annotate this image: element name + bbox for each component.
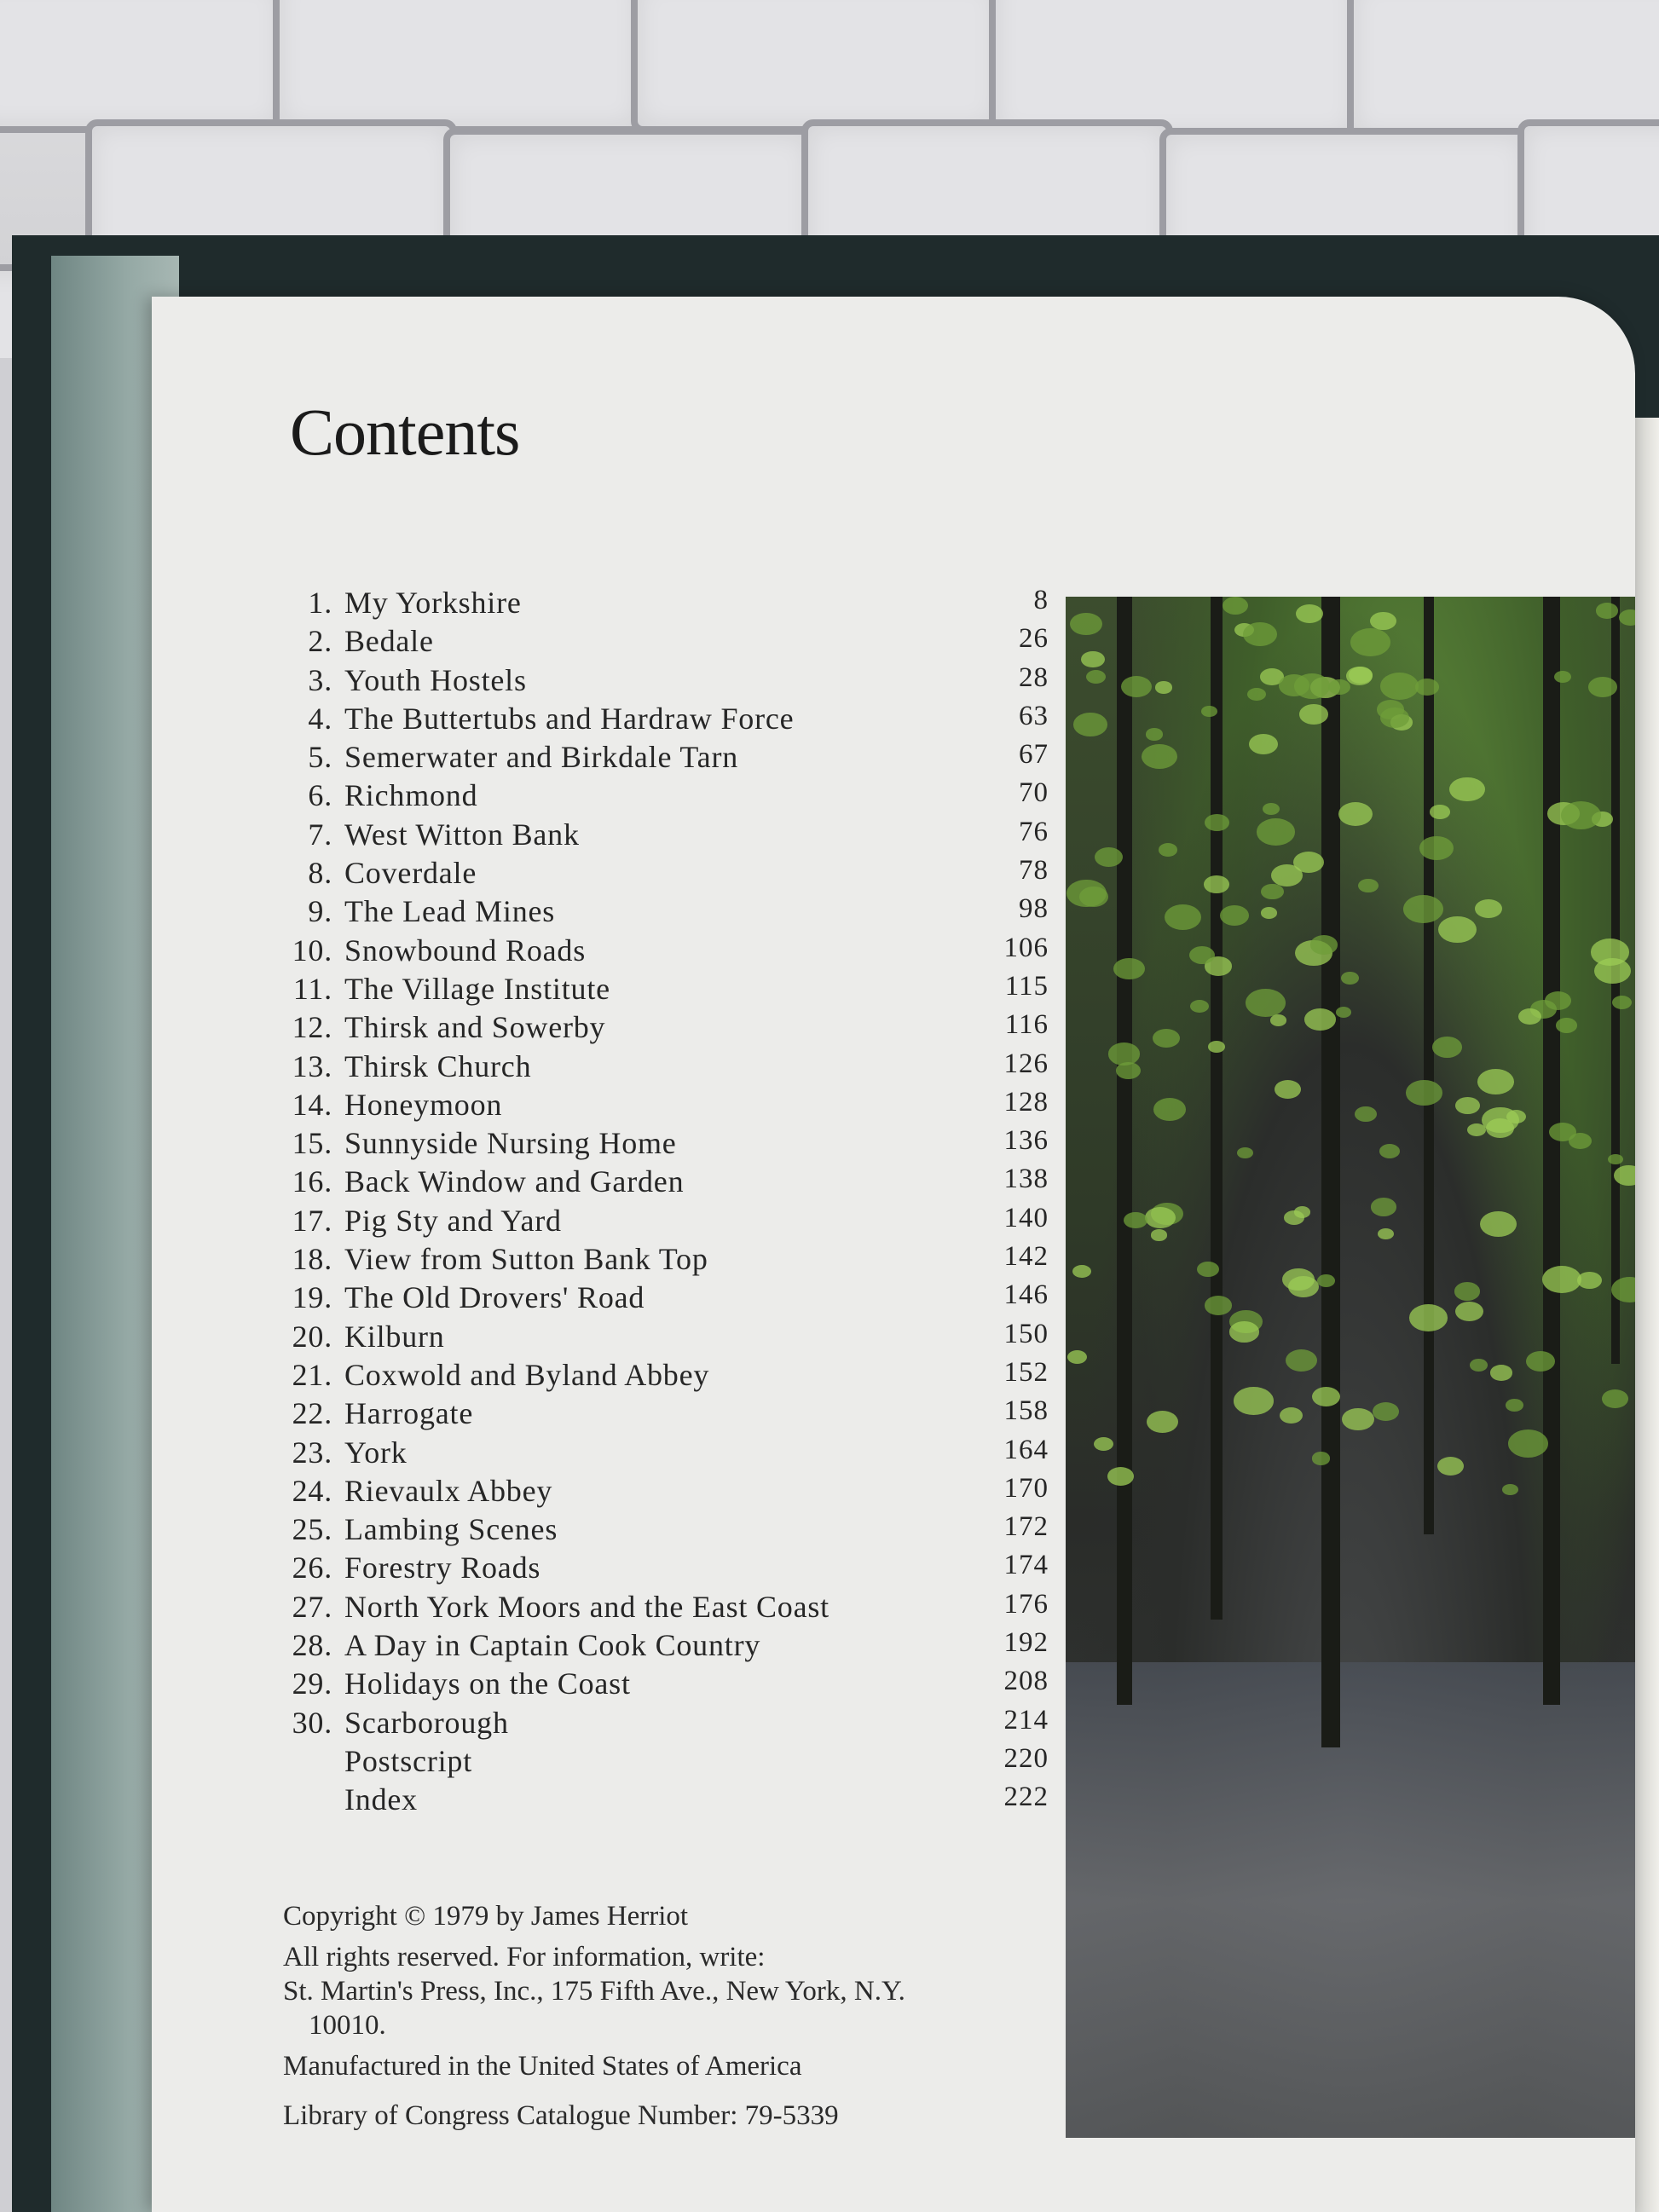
toc-entry-title: Kilburn: [344, 1319, 445, 1354]
toc-entry-number: 21.: [292, 1357, 332, 1392]
leaf: [1358, 879, 1379, 893]
toc-entry-page: 222: [1003, 1782, 1049, 1813]
leaf: [1432, 1037, 1463, 1058]
toc-entry-title: Thirsk and Sowerby: [344, 1010, 606, 1045]
toc-entry-title: Rievaulx Abbey: [344, 1473, 553, 1508]
toc-entry: [281, 1435, 1049, 1473]
toc-entry: [281, 739, 1049, 777]
leaf: [1280, 1407, 1303, 1424]
toc-entry: [281, 1048, 1049, 1087]
toc-entry: [281, 1395, 1049, 1434]
leaf: [1341, 972, 1359, 985]
page-edge: [1635, 418, 1659, 2212]
leaf: [1336, 1007, 1351, 1018]
toc-entry: [281, 893, 1049, 932]
leaf: [1271, 864, 1303, 887]
forest-stream-photo: [1066, 597, 1635, 2138]
leaf: [1554, 671, 1571, 683]
leaf: [1577, 1272, 1602, 1290]
leaf: [1619, 609, 1635, 626]
toc-entry: [281, 1627, 1049, 1666]
toc-entry-title: Snowbound Roads: [344, 933, 587, 967]
toc-entry-page: 115: [1004, 970, 1049, 1002]
leaf: [1419, 836, 1454, 860]
toc-entry: [281, 585, 1049, 623]
toc-entry-page: 136: [1003, 1125, 1049, 1157]
leaf: [1415, 679, 1439, 696]
tree-trunk: [1424, 597, 1434, 1534]
leaf: [1070, 613, 1102, 635]
leaf: [1542, 1266, 1581, 1293]
leaf: [1072, 1265, 1091, 1278]
leaf: [1480, 1211, 1517, 1237]
toc-entry-number: 20.: [292, 1319, 332, 1354]
copyright-block: [283, 1899, 1050, 2140]
leaf: [1121, 676, 1153, 698]
toc-entry-page: 176: [1003, 1588, 1049, 1620]
toc-entry-number: 4.: [308, 701, 332, 736]
leaf: [1189, 946, 1215, 964]
leaf: [1086, 670, 1106, 684]
leaf: [1249, 734, 1278, 754]
toc-entry: [281, 1319, 1049, 1357]
leaf: [1470, 1359, 1488, 1372]
toc-entry: [281, 1203, 1049, 1241]
leaf: [1502, 1484, 1518, 1496]
leaf: [1296, 604, 1323, 624]
toc-entry-title: Lambing Scenes: [344, 1512, 558, 1547]
leaf: [1406, 1080, 1442, 1106]
toc-entry-title: Thirsk Church: [344, 1048, 532, 1083]
leaf: [1275, 1080, 1301, 1099]
leaf: [1159, 843, 1177, 857]
toc-entry-page: 138: [1003, 1164, 1049, 1195]
leaf: [1145, 1207, 1176, 1228]
stream-water: [1066, 1662, 1635, 2138]
leaf: [1205, 1296, 1232, 1314]
toc-entry-page: 67: [1019, 739, 1049, 771]
toc-entry: [281, 777, 1049, 816]
leaf: [1437, 1457, 1464, 1476]
leaf: [1545, 991, 1571, 1010]
leaf: [1263, 803, 1280, 815]
leaf: [1257, 818, 1295, 845]
toc-entry-number: 19.: [292, 1280, 332, 1315]
leaf: [1477, 1069, 1514, 1094]
toc-entry-page: 26: [1019, 623, 1049, 655]
toc-entry-page: 164: [1003, 1434, 1049, 1465]
toc-entry-number: 2.: [308, 624, 332, 659]
leaf: [1475, 899, 1502, 918]
toc-entry-page: 106: [1003, 932, 1049, 963]
leaf: [1197, 1262, 1219, 1277]
toc-entry-page: 76: [1019, 816, 1049, 847]
toc-entry-page: 128: [1003, 1086, 1049, 1118]
toc-entry: [281, 1087, 1049, 1125]
leaf: [1201, 706, 1217, 717]
tree-trunk: [1211, 597, 1223, 1620]
toc-entry-page: 158: [1003, 1395, 1049, 1427]
leaf: [1588, 677, 1617, 697]
leaf: [1073, 713, 1107, 736]
leaf: [1190, 1000, 1209, 1013]
toc-entry-number: 1.: [308, 586, 332, 620]
leaf: [1081, 651, 1105, 668]
toc-entry-number: 8.: [308, 856, 332, 891]
leaf: [1153, 1029, 1180, 1048]
toc-entry-number: 13.: [292, 1048, 332, 1083]
toc-entry-number: 22.: [292, 1396, 332, 1431]
catalogue-number: Library of Congress Catalogue Number: 79-5339: [283, 2100, 839, 2131]
leaf: [1338, 802, 1373, 826]
toc-entry-number: 28.: [292, 1628, 332, 1663]
toc-entry-page: 214: [1003, 1704, 1049, 1736]
toc-entry-title: My Yorkshire: [344, 586, 522, 620]
toc-entry-title: York: [344, 1435, 408, 1470]
leaf: [1286, 1349, 1317, 1372]
toc-entry-title: Harrogate: [344, 1396, 474, 1431]
leaf: [1312, 1452, 1331, 1464]
toc-entry-title: The Buttertubs and Hardraw Force: [344, 701, 795, 736]
toc-entry-number: 10.: [292, 933, 332, 967]
toc-entry-number: 23.: [292, 1435, 332, 1470]
toc-entry-title: Index: [344, 1782, 418, 1817]
leaf: [1147, 1411, 1178, 1433]
leaf: [1304, 1008, 1335, 1031]
leaf: [1234, 1387, 1273, 1415]
tree-trunk: [1543, 597, 1560, 1705]
toc-entry: [281, 1589, 1049, 1627]
toc-entry: [281, 1473, 1049, 1511]
leaf: [1204, 875, 1229, 893]
leaf: [1438, 916, 1477, 943]
toc-entry-number: 26.: [292, 1551, 332, 1585]
toc-entry: [281, 1125, 1049, 1164]
toc-entry-title: Forestry Roads: [344, 1551, 541, 1585]
toc-entry-number: 5.: [308, 740, 332, 775]
leaf: [1151, 1229, 1167, 1240]
toc-entry-page: 8: [1033, 585, 1049, 615]
leaf: [1066, 880, 1106, 908]
leaf: [1247, 688, 1265, 701]
publisher-address: St. Martin's Press, Inc., 175 Fifth Ave., New York, N.Y.: [283, 1976, 905, 2007]
leaf: [1124, 1212, 1147, 1229]
toc-entry-number: 27.: [292, 1589, 332, 1624]
leaf: [1486, 1118, 1514, 1138]
leaf: [1371, 1198, 1397, 1216]
leaf: [1229, 1321, 1259, 1342]
toc-entry-title: A Day in Captain Cook Country: [344, 1628, 761, 1663]
leaf: [1370, 612, 1396, 631]
leaf: [1373, 1402, 1400, 1421]
leaf: [1602, 1389, 1629, 1408]
toc-entry-page: 220: [1003, 1742, 1049, 1774]
toc-entry-title: Holidays on the Coast: [344, 1666, 631, 1701]
toc-entry-title: Richmond: [344, 778, 478, 813]
toc-entry-page: 170: [1003, 1472, 1049, 1504]
toc-entry-number: 12.: [292, 1010, 332, 1045]
toc-entry-page: 152: [1003, 1356, 1049, 1388]
leaf: [1223, 597, 1248, 615]
leaf: [1355, 1106, 1376, 1122]
page-title: Contents: [290, 395, 520, 469]
leaf: [1556, 1018, 1577, 1033]
toc-entry-number: 17.: [292, 1203, 332, 1238]
toc-entry-number: 7.: [308, 817, 332, 852]
leaf: [1165, 904, 1201, 930]
toc-entry: [281, 971, 1049, 1009]
leaf: [1490, 1365, 1512, 1380]
toc-entry: [281, 1511, 1049, 1550]
toc-entry: [281, 1357, 1049, 1395]
toc-entry: [281, 623, 1049, 661]
toc-entry-title: Honeymoon: [344, 1087, 503, 1122]
toc-entry: [281, 701, 1049, 739]
leaf: [1317, 1274, 1335, 1287]
toc-entry: [281, 662, 1049, 701]
toc-entry: [281, 1705, 1049, 1743]
toc-entry-page: 140: [1003, 1202, 1049, 1233]
toc-entry-page: 192: [1003, 1627, 1049, 1659]
leaf: [1243, 622, 1277, 646]
toc-entry-title: The Old Drovers' Road: [344, 1280, 645, 1315]
manufactured-line: Manufactured in the United States of America: [283, 2051, 802, 2082]
leaf: [1380, 673, 1419, 699]
toc-entry-title: Coverdale: [344, 856, 477, 891]
leaf: [1506, 1399, 1524, 1412]
toc-entry-title: View from Sutton Bank Top: [344, 1242, 708, 1277]
toc-entry: [281, 817, 1049, 855]
leaf: [1299, 704, 1328, 725]
toc-entry-number: 25.: [292, 1512, 332, 1547]
toc-entry-title: Scarborough: [344, 1705, 509, 1740]
leaf: [1349, 667, 1373, 683]
leaf: [1350, 628, 1390, 656]
toc-entry-title: Youth Hostels: [344, 662, 527, 697]
leaf: [1153, 1098, 1186, 1121]
leaf: [1310, 935, 1338, 954]
leaf: [1596, 603, 1618, 618]
toc-entry: [281, 1279, 1049, 1318]
toc-entry-page: 172: [1003, 1511, 1049, 1543]
toc-entry: [281, 933, 1049, 971]
leaf: [1261, 884, 1283, 899]
toc-entry-title: The Village Institute: [344, 971, 610, 1006]
toc-entry-title: Coxwold and Byland Abbey: [344, 1357, 710, 1392]
leaf: [1094, 1437, 1113, 1451]
toc-entry-title: Semerwater and Birkdale Tarn: [344, 740, 739, 775]
toc-entry-page: 70: [1019, 777, 1049, 809]
toc-entry-title: Pig Sty and Yard: [344, 1203, 562, 1238]
toc-entry-page: 98: [1019, 893, 1049, 925]
leaf: [1612, 996, 1632, 1009]
toc-entry: [281, 855, 1049, 893]
copyright-line: Copyright © 1979 by James Herriot: [283, 1901, 689, 1932]
leaf: [1378, 1228, 1394, 1239]
leaf: [1379, 1144, 1401, 1158]
toc-entry-number: 11.: [292, 971, 332, 1006]
leaf: [1146, 728, 1163, 740]
leaf: [1270, 1014, 1287, 1026]
leaf: [1246, 989, 1286, 1017]
toc-entry: [281, 1241, 1049, 1279]
toc-entry-number: 14.: [292, 1087, 332, 1122]
toc-entry-number: 15.: [292, 1126, 332, 1161]
leaf: [1342, 1408, 1374, 1431]
leaf: [1116, 1062, 1141, 1080]
toc-entry-title: Postscript: [344, 1743, 473, 1778]
leaf: [1095, 847, 1123, 867]
leaf: [1430, 805, 1450, 818]
tree-trunk: [1117, 597, 1132, 1705]
leaf: [1208, 1041, 1225, 1053]
leaf: [1220, 905, 1249, 926]
toc-entry-number: 30.: [292, 1705, 332, 1740]
leaf: [1455, 1097, 1479, 1114]
leaf: [1449, 777, 1484, 802]
leaf: [1205, 814, 1229, 831]
toc-entry-page: 146: [1003, 1279, 1049, 1311]
toc-entry-number: 16.: [292, 1164, 332, 1199]
leaf: [1312, 1387, 1340, 1406]
toc-entry: [281, 1782, 1049, 1820]
leaf: [1518, 1008, 1541, 1025]
leaf: [1455, 1302, 1483, 1321]
leaf: [1113, 958, 1145, 980]
toc-entry-page: 63: [1019, 700, 1049, 731]
rights-line: All rights reserved. For information, write:: [283, 1942, 766, 1972]
toc-entry-page: 28: [1019, 661, 1049, 693]
toc-entry-number: 9.: [308, 894, 332, 929]
leaf: [1561, 801, 1601, 829]
leaf: [1067, 1350, 1087, 1364]
toc-entry-page: 150: [1003, 1318, 1049, 1349]
toc-entry-title: North York Moors and the East Coast: [344, 1589, 830, 1624]
toc-entry-number: 24.: [292, 1473, 332, 1508]
leaf: [1454, 1282, 1481, 1301]
leaf: [1261, 907, 1278, 919]
toc-entry-title: Bedale: [344, 624, 434, 659]
leaf: [1403, 895, 1443, 923]
toc-entry-number: 18.: [292, 1242, 332, 1277]
toc-entry: [281, 1550, 1049, 1588]
table-of-contents: [281, 585, 1049, 1821]
leaf: [1569, 1133, 1592, 1149]
toc-entry-page: 78: [1019, 855, 1049, 887]
toc-entry-title: The Lead Mines: [344, 894, 556, 929]
toc-entry: [281, 1666, 1049, 1704]
toc-entry-title: Sunnyside Nursing Home: [344, 1126, 677, 1161]
toc-entry: [281, 1164, 1049, 1202]
leaf: [1279, 674, 1309, 696]
toc-entry-page: 174: [1003, 1550, 1049, 1581]
toc-entry-page: 116: [1004, 1009, 1049, 1041]
toc-entry: [281, 1009, 1049, 1048]
leaf: [1328, 679, 1350, 695]
toc-entry-number: 29.: [292, 1666, 332, 1701]
leaf: [1409, 1304, 1448, 1331]
leaf: [1155, 681, 1172, 693]
publisher-zip: 10010.: [309, 2010, 386, 2041]
leaf: [1594, 958, 1631, 984]
toc-entry-number: 6.: [308, 778, 332, 813]
leaf: [1614, 1165, 1635, 1186]
leaf: [1608, 1154, 1623, 1165]
toc-entry-page: 142: [1003, 1241, 1049, 1273]
toc-entry-title: West Witton Bank: [344, 817, 580, 852]
toc-entry-page: 126: [1003, 1048, 1049, 1079]
toc-entry-title: Back Window and Garden: [344, 1164, 685, 1199]
tree-trunk: [1321, 597, 1340, 1747]
leaf: [1142, 744, 1177, 769]
toc-entry-page: 208: [1003, 1666, 1049, 1697]
leaf: [1508, 1429, 1548, 1458]
toc-entry-number: 3.: [308, 662, 332, 697]
leaf: [1237, 1147, 1253, 1158]
leaf: [1284, 1210, 1304, 1225]
toc-entry: [281, 1743, 1049, 1782]
